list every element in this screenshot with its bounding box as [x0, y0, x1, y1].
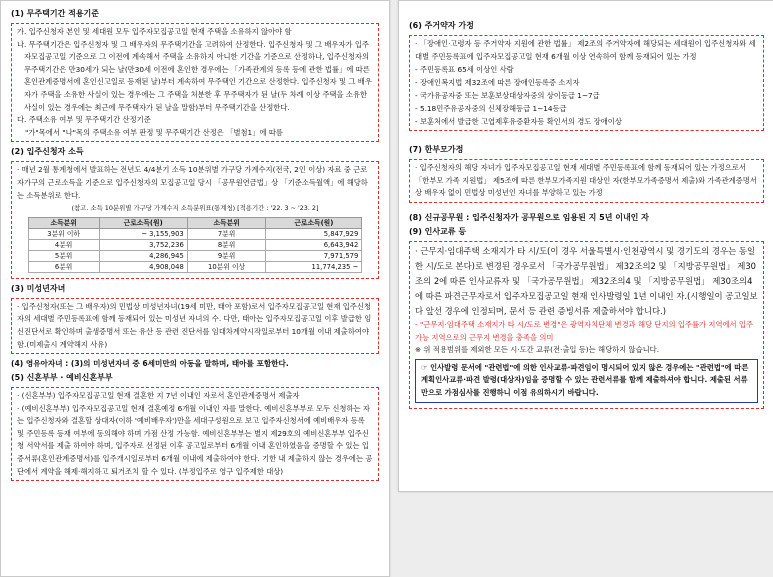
section-3-box — [11, 298, 379, 354]
section-1-box — [11, 23, 379, 142]
list-item: - 국가유공자중 또는 보훈보상대상자중의 상이등급 1~7급 — [415, 91, 600, 101]
table-cell: 11,774,235 ~ — [266, 261, 362, 272]
section-2-reference: (참고. 소득 10분위별 가구당 가계수지 소득분위표(통계청) [적용기간 : '22. 3 ~ '23. 2] — [71, 204, 319, 213]
section-5-box — [11, 387, 379, 481]
table-cell: 5,847,929 — [266, 228, 362, 239]
section-5-title: (5) 신혼부부 · 예비신혼부부 — [11, 373, 113, 383]
table-cell: 10분위 이상 — [187, 261, 266, 272]
section-6-intro: · 「장애인·고령자 등 주거약자 지원에 관한 법률」 제2조의 주거약자에 해당되는 세대원이 입주신청자와 세대별 주민등록표에 입주자모집공고일 현재 6개월 이상 연속하여 함께 등재되어 있는 가정 — [415, 39, 756, 61]
section-6-list — [415, 63, 758, 128]
section-2-box — [11, 161, 379, 278]
table-cell: 5분위 — [28, 250, 99, 261]
section-9-box — [409, 241, 764, 409]
section-6-box — [409, 35, 764, 131]
table-row — [28, 250, 362, 261]
income-table-header: 소득분위 — [187, 217, 266, 228]
list-item: - 보훈처에서 발급한 고엽제후유증환자등 확인서의 경도 장애이상 — [415, 117, 622, 127]
list-item: - 장애인복지법 제32조에 따른 장애인등록증 소지자 — [415, 78, 580, 88]
table-cell: 8분위 — [187, 239, 266, 250]
table-cell: 6분위 — [28, 261, 99, 272]
section-3-title: (3) 미성년자녀 — [11, 283, 66, 293]
section-7-title: (7) 한부모가정 — [409, 145, 464, 155]
table-cell: 3,752,236 — [99, 239, 187, 250]
table-cell: 6,643,942 — [266, 239, 362, 250]
list-item: - 주민등록표 65세 이상인 사람 — [415, 65, 514, 75]
section-2-title: (2) 입주신청자 소득 — [11, 147, 84, 157]
section-1-title: (1) 무주택기간 적용기준 — [11, 9, 100, 18]
section-1-na: 나. 무주택기간은 입주신청자 및 그 배우자의 무주택기간을 고려하여 산정한다. 입주신청자 및 그 배우자가 입주자모집공고일 기준으로 그 이전에 계속해서 주택을 소유하지 아니한 기간을 기준으로 산정하나, 입주신청자의 무주택기간은 만30세가 되는 날(만30세 이전에 혼인한 경우에는 「가족관계의 등록 등에 관한 법률」에 따른 혼인관계증명서에 혼인신고일로 등재된 날)부터 계속하여 무주택인 기간으로 산정한다. 입주신청자 및 그 배우자가 주택을 소유한 사실이 있는 경우에는 그 주택을 처분한 후 무주택자가 된 날(두 차례 이상 주택을 소유한 사실이 있는 경우에는 최근에 무주택자가 된 날을 말함)부터 무주택기간을 산정한다. — [17, 39, 372, 112]
table-cell: 3분위 이하 — [28, 228, 99, 239]
section-9-title: (9) 인사교류 등 — [409, 226, 467, 236]
table-cell: 4분위 — [28, 239, 99, 250]
section-1-da-detail: "가"목에서 "나"목의 주택소유 여부 판정 및 무주택기간 산정은 「별첨1」에 따름 — [25, 127, 283, 137]
section-7-text: · 입주신청자의 해당 자녀가 입주자모집공고일 현재 세대별 주민등록표에 함께 등재되어 있는 가정으로서 「한부모 가족 지원법」 제5조에 따른 한부모가족지원 대상인 자(한부모가족증명서 제출)와 가족관계증명서상 배우자 없이 민법상 미성년인 자녀를 부양하고 있는 가정 — [415, 163, 757, 198]
income-table-header: 근로소득(원) — [266, 217, 362, 228]
table-cell: 4,286,945 — [99, 250, 187, 261]
table-cell: 7분위 — [187, 228, 266, 239]
section-1-ga: 가. 입주신청자 본인 및 세대원 모두 입주자모집공고일 현재 주택을 소유하지 않아야 함 — [17, 27, 292, 36]
notice-text: ☞ 인사발령 문서에 "관련법"에 의한 인사교류·파견임이 명시되어 있지 않은 경우에는 "관련법"에 따른 계획인사교류·파견 발령(대상자)임을 증명할 수 있는 관련서류를 함께 제출하셔야 합니다. 제출된 서류만으로 가점심사를 진행하니 이점 유의하시기 바랍니다. — [421, 362, 749, 397]
table-row — [28, 239, 362, 250]
income-table-header: 소득분위 — [28, 217, 99, 228]
section-7-box — [409, 159, 764, 203]
section-5-newlywed: · (신혼부부) 입주자모집공고일 현재 결혼한 지 7년 이내인 자로서 혼인관계증명서 제출자 — [17, 391, 300, 401]
section-9-note: - "근무지·임대주택 소재지가 타 시/도로 변경"은 광역자치단체 변경과 해당 단지의 입주률가 지역에서 입주가능 지역으로의 근무지 변경을 충족을 의미 — [415, 319, 754, 342]
table-cell: 7,971,579 — [266, 250, 362, 261]
section-8-text: (8) 신규공무원 : 입주신청자가 공무원으로 임용된 지 5년 이내인 자 — [409, 212, 649, 222]
table-cell: 4,908,048 — [99, 261, 187, 272]
table-row — [28, 261, 362, 272]
section-6-title: (6) 주거약자 가정 — [409, 21, 474, 30]
section-1-da: 다. 주택소유 여부 및 무주택기간 산정기준 — [17, 115, 151, 125]
table-row — [28, 228, 362, 239]
section-9-main: · 근무지·임대주택 소재지가 타 시/도(이 경우 서울특별시·인천광역시 및 경기도의 경우는 동일한 시/도로 본다)로 변경된 경우로서 「국가공무원법」 제32조의2 및 「지방공무원법」 제30조의 2에 따른 인사교류자 및 「국가공무원법」 제32조의4 및 「지방공무원법」 제30조의4에 따른 파견근무자로서 입주자모집공고일 현재 인사발령일 1년 이내인 자.(시행일이 공고일보다 앞선 경우에 인정되며, 문서 등 관련 증빙서류 제출하셔야 합니다.) — [415, 245, 758, 316]
notice-box — [415, 359, 758, 403]
income-table-header: 근로소득(원) — [99, 217, 187, 228]
table-cell: ~ 3,155,903 — [99, 228, 187, 239]
section-4-text: (4) 영유아자녀 : (3)의 미성년자녀 중 6세미만의 아동을 말하며, 태아를 포함한다. — [11, 359, 289, 369]
right-document-page — [398, 0, 773, 492]
section-2-text: · 매년 2월 통계청에서 발표하는 전년도 4/4분기 소득 10분위별 가구당 가계수지(전국, 2인 이상) 자료 중 근로자가구의 근로소득을 기준으로 입주신청자의 모집공고일 당시 「공무원연금법」상 「기준소득월액」에 해당하는 소득분위로 한다. — [17, 165, 368, 200]
list-item: - 5.18민주유공자중의 신체장해등급 1~14등급 — [415, 104, 567, 114]
section-9-exclusion: ※ 위 적용범위를 제외한 모든 시·도간 교류(전·출입 등)는 해당하지 않습니다. — [415, 345, 660, 355]
table-cell: 9분위 — [187, 250, 266, 261]
income-table — [28, 217, 363, 273]
section-5-prospective: · (예비신혼부부) 입주자모집공고일 현재 결혼예정 6개월 이내인 자를 말한다. 예비신혼부부로 모두 신청하는 자는 입주신청자와 결혼할 상대자(이하 '예비배우자')만을 세대구성원으로 보고 입주자신청서에 예비배우자 등록 및 주민등록 등재 여부에 동의해야 하며 가점 산정 가능함. 예비신혼부부는 별지 제29호의 예비신혼부부 입주신청 서약서를 제출 하여야 하며, 입주자로 선정된 이후 공고일로부터 6개월 이내 혼인하였음을 증명할 수 있는 입증서류(혼인관계증명서)를 입주개시일로부터 6개월 이내에 제출하여야 한다. 기한 내 제출하지 않는 경우에는 공단에서 계약을 해제·해지하고 퇴거조치 할 수 있다. (부정입주로 영구 입주제한 대상) — [17, 403, 373, 476]
section-3-text: · 입주신청자(또는 그 배우자)의 민법상 미성년자녀(19세 미만, 태아 포함)로서 입주자모집공고일 현재 입주신청자의 세대별 주민등록표에 함께 등재되어 있는 미성년 자녀의 수. 다만, 태아는 입주자모집공고일 이후 발급한 임신진단서로 확인하며 출생증명서 또는 유산 등 관련 진단서를 임대차계약시작일로부터 10개월 이내 제출하여야 함.(미제출시 계약해지 사유) — [17, 301, 372, 349]
